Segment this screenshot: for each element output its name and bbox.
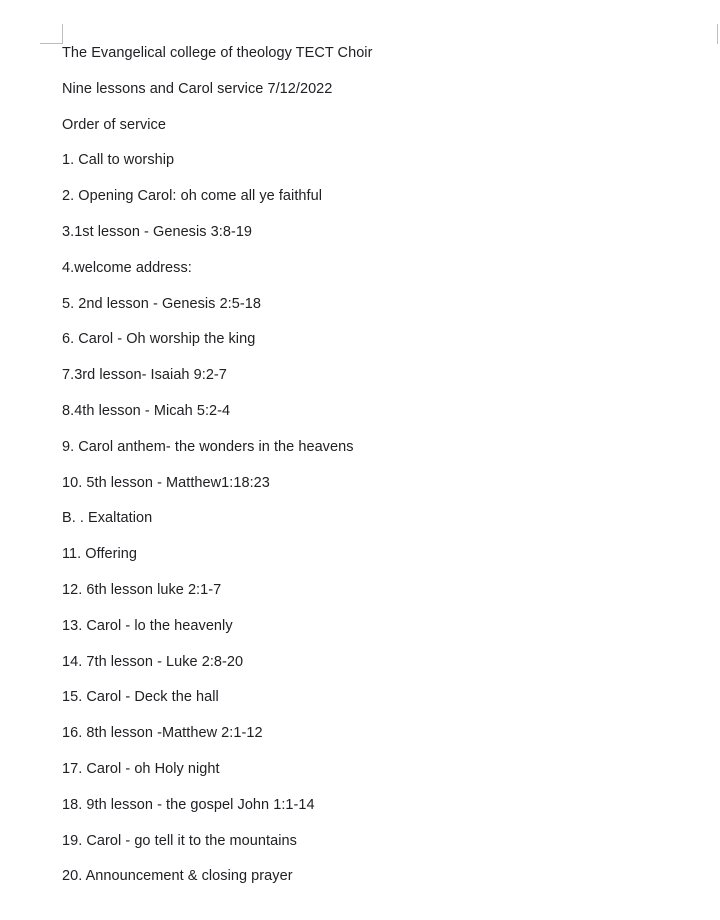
service-item: 17. Carol - oh Holy night <box>62 760 220 777</box>
service-item: 6. Carol - Oh worship the king <box>62 331 256 348</box>
document-subtitle: Nine lessons and Carol service 7/12/2022 <box>62 80 333 97</box>
service-item: 5. 2nd lesson - Genesis 2:5-18 <box>62 295 261 312</box>
document-body[interactable] <box>62 43 682 902</box>
service-item: B. . Exaltation <box>62 510 153 527</box>
service-item: 16. 8th lesson -Matthew 2:1-12 <box>62 725 263 742</box>
service-item: 7.3rd lesson- Isaiah 9:2-7 <box>62 367 227 384</box>
page-edge-mark <box>717 24 718 44</box>
service-item: 3.1st lesson - Genesis 3:8-19 <box>62 223 253 240</box>
service-item: 19. Carol - go tell it to the mountains <box>62 832 297 849</box>
section-heading: Order of service <box>62 116 166 133</box>
service-item: 4.welcome address: <box>62 259 192 276</box>
service-item: 20. Announcement & closing prayer <box>62 868 293 885</box>
service-item: 9. Carol anthem- the wonders in the heavens <box>62 438 354 455</box>
service-item: 15. Carol - Deck the hall <box>62 689 219 706</box>
document-title: The Evangelical college of theology TECT Choir <box>62 45 373 61</box>
service-item: 1. Call to worship <box>62 152 175 169</box>
service-item: 13. Carol - lo the heavenly <box>62 617 233 634</box>
service-item: 18. 9th lesson - the gospel John 1:1-14 <box>62 796 315 813</box>
service-item: 14. 7th lesson - Luke 2:8-20 <box>62 653 244 670</box>
page-corner-mark <box>40 24 63 44</box>
service-item: 10. 5th lesson - Matthew1:18:23 <box>62 474 270 491</box>
service-item: 8.4th lesson - Micah 5:2-4 <box>62 402 231 419</box>
service-item: 2. Opening Carol: oh come all ye faithful <box>62 188 322 205</box>
service-item: 12. 6th lesson luke 2:1-7 <box>62 581 222 598</box>
service-item: 11. Offering <box>62 546 138 563</box>
